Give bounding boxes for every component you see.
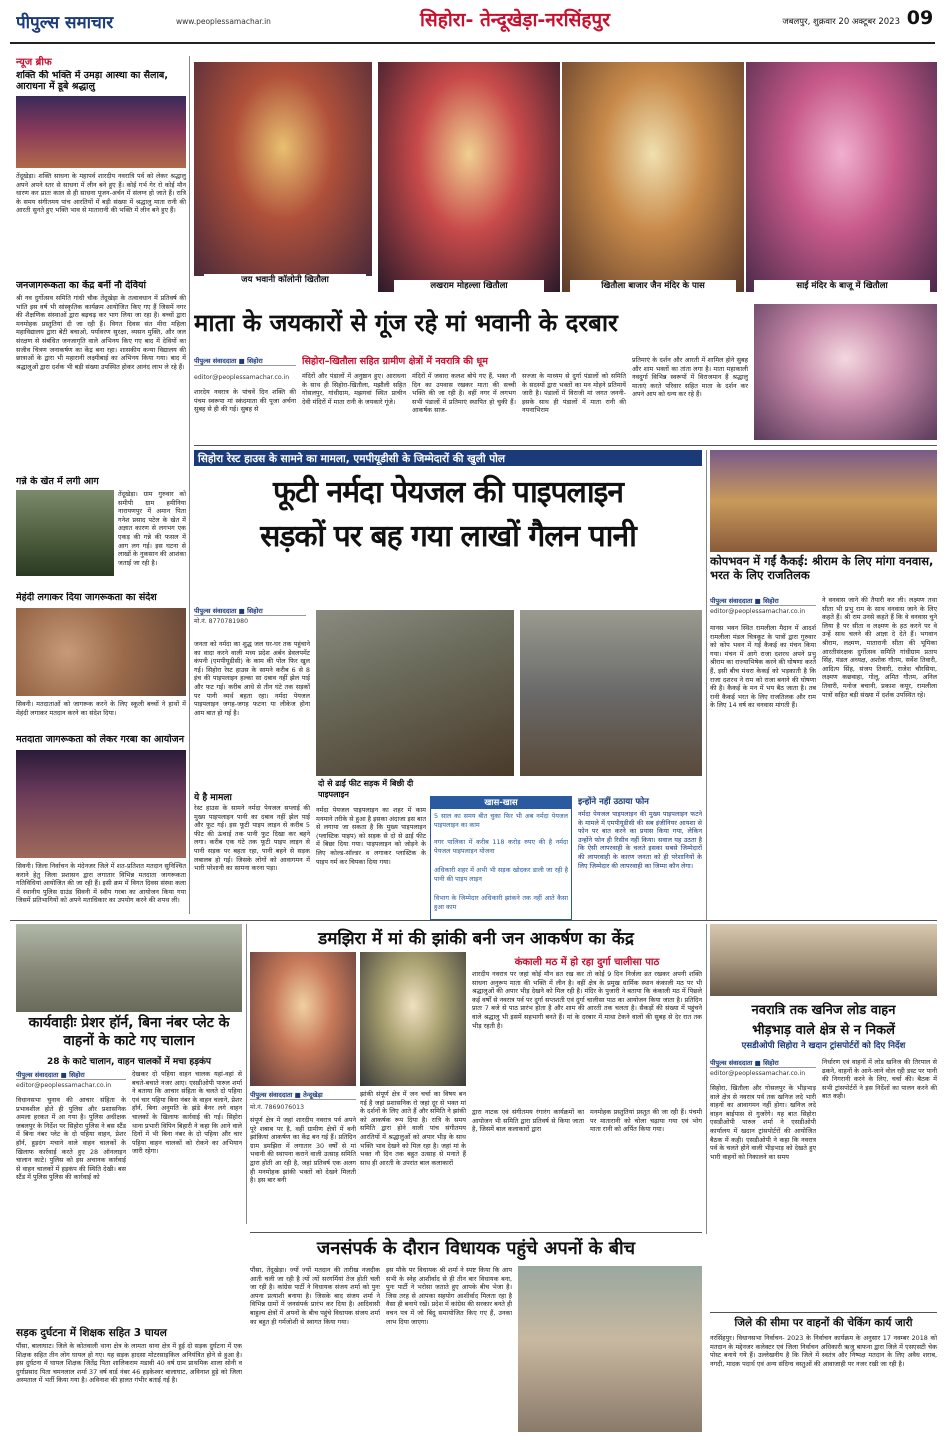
kaikai-col-2: ने वनवास जाने की तैयारी कर ली। लक्ष्मण तथा सीता भी प्रभु राम के साथ वनवास जाने के लिए कहते हैं। श्री राम उनसे कहते हैं कि वे वनवास चुने लिया है पर सीता व लक्ष्मण के हठ करने पर वे उन्हें साथ चलने की आज्ञा दे देते हैं। भगवान श्रीराम, लक्ष्मण, मातारानी सीता की भूमिका आरतीसंरक्षक दुर्गोत्सव समिति गांधीग्राम प्रताप सिंह, मंडल अध्यक्ष, अशोक गौतम, सर्वेश तिवारी, आदित्य सिंह, संजय तिवारी, राजेश चौरसिया, लक्ष्मण कछवाहा, गोलू, अमित गौतम, अनिल तिवारी, मनोज बचानी, प्रकाश कपूर, रामलीला पात्रों सहित बड़ी संख्या में दर्शक उपस्थित रहे।	[822, 596, 937, 699]
kankali-kicker: कंकाली मठ में हो रहा दुर्गा चालीसा पाठ	[514, 957, 660, 968]
story2-byline: पीपुल्स संवाददाता ■ सिहोरा	[194, 606, 306, 616]
challan-col-1: विधानसभा चुनाव की आचार संहिता के प्रभावशील होते ही पुलिस और प्रशासनिक अमला हरकत में आ गया है। पुलिस अधीक्षक जबलपुर के निर्देश पर सिहोरा पुलिस ने बस स्टैंड में बिना नंबर प्लेट के दो पहिया वाहन, प्रेशर हॉर्न, हुड़दंग मचाने वाले वाहन चालकों के खिलाफ कार्रवाई करते हुए 28 ऑनलाइन चालान काटे। पुलिस को इस अचानक कार्रवाई से वाहन चालकों में हड़कंप की स्थिति देखी। बस स्टैंड में पुलिस पुलिस की कार्रवाई को	[16, 1096, 126, 1182]
janasampark-col-1: पौंसा, तेंदूखेड़ा। ज्यों ज्यों मतदान की तारीख नजदीक आती चली जा रही है त्यों त्यों सरगर्मियां तेज होती चली जा रही है। कांग्रेस पार्टी ने विधायक संजय शर्मा को पुनः अपना प्रत्याशी बनाया है। जिसके बाद संजय शर्मा ने विभिन्न ग्रामों में जनसंपर्क प्रारंभ कर दिया है। आदिवासी बाहुल्य क्षेत्रों में अपनों के बीच पहुंचे विधायक संजय शर्मा का बहुत ही गर्मजोशी से स्वागत किया गया।	[250, 1266, 380, 1326]
damjhira-photo-2	[360, 952, 466, 1086]
story-navratri-darbar	[194, 304, 937, 440]
damjhira-divider	[246, 924, 247, 1224]
story1-col-1: शारदेय नवरात्र के पांचवें दिन शक्ति की पंचम स्वरूपा मां स्कंदमाता की पूजा अर्चना सुबह से ही की गई। सुबह से	[194, 388, 296, 414]
kaikai-col-1: मानस भवन स्थित रामलीला मैदान में आदर्श रामलीला मंडल चित्रकूट के पात्रों द्वारा गुरुवार को कोप भवन में गईं कैकई का मंचन किया गया। मंचन में आगे राजा दशरथ अपने प्रभु श्रीराम का राज्याभिषेक करने की घोषणा करते हैं, इसी बीच मंथरा केकई को भड़काती है कि राजा दशरथ ने राम को राजा बनाने की घोषणा की है। कैकई के मन में भय बैठ जाता है। तब रानी कैकई भरत के लिए राजतिलक और राम के लिए 14 वर्ष का वनवास मांगती हैं।	[710, 624, 816, 710]
gallery-photo-4	[746, 62, 937, 292]
story-accident	[16, 1326, 242, 1436]
khas-item: विभाग के जिम्मेदार अधिकारी झांकने तक नहीं आते कैसा हुआ काम	[434, 894, 568, 911]
brief-2-headline: जनजागरूकता का केंद्र बनीं नौ देवियां	[16, 280, 147, 291]
brief-2-text: श्री नव दुर्गोत्सव समिति गांधी चौक तेंदूखेड़ा के तत्वावधान में प्रतिवर्ष की भांति इस वर्ष भी सांस्कृतिक कार्यक्रम आयोजित किए गए हैं जिसमें नगर की शैक्षणिक संस्थाओं द्वारा बढ़चढ़ कर भाग लिया जा रहा है। बच्चों द्वारा मनमोहक प्रस्तुतियां दी जा रही हैं। विगत दिवस संत मीरा महिला महाविद्यालय द्वारा बेटी बचाओ, पर्यावरण सुरक्षा, व्यसन मुक्ति, और जल संरक्षण से संबंधित जनजागृति वाले अभिनय किए गए बाद में देवियों का सजीव चित्रण जनाकर्षण का केंद्र बना रहा। शासकीय कन्या विद्यालय की छात्राओं के द्वारा भी महारानी लक्ष्मीबाई का अभिनय किया गया। बाद में श्रद्धालुओं द्वारा दर्शक भी बड़ी संख्या उपस्थित होकर आनंद लाभ ले रहे हैं।	[16, 294, 186, 371]
brief-3-headline: गन्ने के खेत में लगी आग	[16, 476, 99, 487]
story-checking	[710, 1316, 937, 1436]
brief-4-headline: मेहंदी लगाकर दिया जागरूकता का संदेश	[16, 592, 157, 603]
top-photo-gallery	[194, 62, 937, 300]
challan-subhead: 28 के काटे चालान, वाहन चालकों में मचा हड़कंप	[46, 1057, 212, 1066]
janasampark-rule	[250, 1232, 702, 1233]
story1-subhead: सिहोरा–खितौला सहित ग्रामीण क्षेत्रों में नवरात्रि की धूम	[302, 356, 488, 367]
story1-col-2: मंदिरों और पंडालों में अनुष्ठान हुए। आराधना के साथ ही सिहोरा-खितौला, मझौली सहित गोसलपुर, गांधीग्राम, मझगवां स्थित प्राचीन देवी मंदिरों में माता रानी के जयकारे गूंजे।	[302, 372, 406, 406]
khas-item: अधिकारी शहर में अभी भी सड़क खोदकर डाली जा रही है पानी की पाइप लाइन	[434, 866, 568, 883]
story2-headline-2: सड़कों पर बह गया लाखों गैलन पानी	[260, 519, 636, 554]
khas-khas-title: खास-खास	[431, 797, 571, 809]
checking-text: नरसिंहपुर। विधानसभा निर्वाचन- 2023 के निर्वाचन कार्यक्रम के अनुसार 17 नवम्बर 2018 को मतदान के मद्देनजर कलेक्टर एवं जिला निर्वाचन अधिकारी ऋजु बाफना द्वारा जिले में एसएसटी चेक पोस्ट बनाये गये हैं। उल्लेखनीय है कि जिले में स्वतंत्र और निष्पक्ष मतदान के लिए अवैध शराब, नगदी, मादक पदार्थ एवं अन्य संदिग्ध वस्तुओं की आवाजाही पर नजर रखी जा रही है।	[710, 1334, 937, 1368]
kaikai-photo	[710, 450, 937, 552]
story2-headline-1: फूटी नर्मदा पेयजल की पाइपलाइन	[272, 475, 623, 510]
damjhira-photo-1	[250, 952, 356, 1086]
website-url: www.peoplessamachar.in	[176, 17, 271, 26]
kaikai-email: editor@peoplessamachar.co.in	[710, 608, 806, 615]
kankali-text: शारदीय नवरात्र पर जहां कोई मौन व्रत रख कर तो कोई 9 दिन निर्जला व्रत रखकर अपनी शक्ति साधना अनुरूप माता की भक्ति में लीन है। वहीं क्षेत्र के प्रमुख धार्मिक स्थान कंकाली मठ पर भी श्रद्धालुओं की अपार भीड़ देखने को मिल रही है। मंदिर के पुजारी ने बताया कि कंकाली मठ में पिछले कई वर्षों से नवरात्र पर्व पर दुर्गा सप्तशती एवं दुर्गा चालीसा पाठ का आयोजन किया जाता है। प्रतिदिन प्रातः 7 बजे से पाठ प्रारंभ होता है और शाम की आरती तक चलता है। सैकड़ों की संख्या में पहुंचने वाले श्रद्धालु भी इसमें सहभागी बनते हैं। मां के दरबार में माथा टेकने वालों की सुबह से देर रात तक भीड़ रहती है।	[472, 970, 702, 1030]
khanij-photo	[710, 924, 937, 996]
story2-col-1b: रेस्ट हाउस के सामने नर्मदा पेयजल सप्लाई की मुख्य पाइपलाइन पानी का दबाव नहीं झेल पाई और फूट गई। इस फूटी पाइप लाइन से करीब 5 फीट की ऊंचाई तक पानी फुट दिखा कर बहने लगा। करीब एक घंटे तक फूटी पाइप लाइन से पानी सड़क पर बहता रहा, पानी बहने से सड़क लबालब हो गई। जिसके लोगों को आवागमन में भारी परेशानी का सामना करना पड़ा।	[194, 804, 310, 873]
story2-phone-headline: इन्होंने नहीं उठाया फोन	[578, 797, 649, 807]
damjhira-byline: पीपुल्स संवाददाता ■ तेन्दूखेड़ा	[250, 1090, 356, 1100]
damjhira-col-2: झांकी संपूर्ण क्षेत्र में जन चर्चा का विषय बन गई है जहां प्रशासनिक रो जहां दूर से भक्त मां के दर्शनों के लिए आते हैं और समिति ने झांकी को आकर्षक रूप दिया है। रात्रि के समय समिति द्वारा होने वाली पांच संगीतमय आरतियों में श्रद्धालुओं को अपार भीड़ के साथ भक्ति भाव देखने को मिल रहा है। जहां मां के भक्त नौ दिन तक बहुत उत्साह से मनाते हैं साथ ही आरती के उपरांत बाल कलाकारों	[360, 1090, 466, 1167]
khanij-col-2: निर्धारण एवं वाहनों में लोड खनिज की तिरपाल से ढकने, वाहनों के आने-जाने वोल रही डस्ट पर पानी की निगरानी करने के लिए, चर्चा की। बैठक में सभी ट्रांसपोर्टरों ने इस निर्देशों का पालन करने की बात कही।	[822, 1058, 937, 1101]
janasampark-col-2: इस मौके पर विधायक श्री शर्मा ने स्पष्ट किया कि आप सभी के स्नेह आशीर्वाद से ही तीन बार विधायक बना, पुनः पार्टी ने भरोसा जताते हुए आपके बीच भेजा है। जिस तरह से आपका सहयोग आशीर्वाद मिलता रहा है वैसा ही बनाये रखें। प्रदेश में कांग्रेस की सरकार बनते ही वचन पत्र में जो बिंदु समायोजित किए गए हैं, उनका लाभ दिया जाएगा।	[386, 1266, 512, 1326]
brief-1-text: तेंदूखेड़ा। शक्ति साधना के महापर्व शारदीय नवरात्रि पर्व को लेकर श्रद्धालु अपने अपने स्तर से साधना में लीन बने हुए हैं। कोई गर्भ गेर रो कोई मौन धारण कर प्रातः काल से ही साधना पूजन-अर्चन में संलग्न हो जाते हैं। रात्रि के समय संगीतमय पांच आरतियों में बड़ी संख्या में श्रद्धालु माता रानी की आरती सुनते हुए भक्ति भाव से मातारानी की भक्ति में लीन बने हुए हैं।	[16, 172, 186, 215]
story-challan	[16, 924, 242, 1324]
damjhira-col-3: द्वारा नाटक एवं संगीतमय रंगारंग कार्यक्रमों का आयोजन भी समिति द्वारा प्रतिवर्ष से किया जाता है, जिसमें बाल कलाकारों द्वारा	[472, 1108, 584, 1134]
gallery-caption-1: जय भवानी कॉलोनी खितौला	[204, 274, 366, 288]
story1-rule	[194, 445, 937, 446]
masthead-rule	[10, 42, 935, 44]
janasampark-headline: जनसंपर्क के दौरान विधायक पहुंचे अपनों के बीच	[316, 1238, 636, 1259]
story1-col-4: सज्जा के माध्यम से दुर्गा पंडालों को समिति के सदस्यों द्वारा भक्तों का मन मोहने प्रतिमायें जारी है। पंडालों में विराजी मां जगत जननी- इसके साथ ही पंडालों में माता रानी की नयनाभिराम	[522, 372, 626, 415]
story2-col-2: नर्मदा पेयजल पाइपलाइन का शहर में काम मनमाने तरीके से हुआ है इसका अंदाजा इस बात से लगाया जा सकता है कि मुख्य पाइपलाइन (प्लास्टिक पाइप) को सड़क से दो से ढाई फीट में बिछा दिया गया। पाइपलाइन को जोड़ने के लिए कोल्ड-सॉल्डर व लगाकर प्लास्टिक के पाइप गर्म कर चिपका दिया गया।	[316, 806, 426, 866]
checking-rule	[710, 1312, 937, 1313]
story2-photo-1	[316, 610, 514, 776]
story1-col-5: प्रतिमाएं के दर्शन और आरती में शामिल होने सुबह और शाम भक्तों का तांता लगा है। माता महाकाली नवदुर्गा विभिन्न स्वरूपों में विराजमान हैं श्रद्धालु माताएं करते परिवार सहित माता के दर्शन कर अपने आप को धन्य कर रहे हैं।	[632, 356, 748, 399]
kaikai-byline: पीपुल्स संवाददाता ■ सिहोरा	[710, 596, 816, 606]
story1-headline: माता के जयकारों से गूंज रहे मां भवानी के दरबार	[194, 309, 618, 337]
khanij-headline-2: भीड़भाड़ वाले क्षेत्र से न निकलें	[752, 1023, 895, 1038]
challan-byline: पीपुल्स संवाददाता ■ सिहोरा	[16, 1070, 126, 1080]
khas-item: 5 साल का समय बीत चुका फिर भी अब नर्मदा पेयजल पाइपलाइन का काम	[434, 812, 568, 829]
story-khanij	[710, 924, 937, 1224]
janasampark-photo	[518, 1266, 702, 1432]
right-column-divider	[706, 450, 707, 920]
gallery-caption-2: लखराम मोहल्ला खितौला	[394, 280, 544, 292]
challan-headline: कार्यवाहीः प्रेशर हॉर्न, बिना नंबर प्लेट के वाहनों के काटे गए चालान	[28, 1015, 230, 1049]
story2-phone-text: नर्मदा पेयजल पाइपलाइन की मुख्य पाइपलाइन फटने के मामले में एमपीयूडीसी की सब इंजीनियर आयशा से फोन पर बात करने का प्रयास किया गया, लेकिन उन्होंने फोन ही रिसीव नहीं किया। सवाल यह उठता है कि ऐसी लापरवाही के चलते इसका सबसे जिम्मेदारों की लापरवाही के कारण जनता को ही परेशानियों के लिए जिम्मेदार की लापरवाही का जिम्मा कौन लेगा।	[578, 810, 702, 870]
gallery-photo-2	[378, 62, 560, 292]
story-damjhira	[250, 924, 702, 1230]
dateline: जबलपुर, शुक्रवार 20 अक्टूबर 2023	[782, 17, 900, 27]
challan-email: editor@peoplessamachar.co.in	[16, 1082, 112, 1089]
section-title: सिहोरा- तेन्दूखेड़ा-नरसिंहपुर	[419, 9, 610, 31]
brief-5-headline: मतदाता जागरूकता को लेकर गरबा का आयोजन	[16, 734, 184, 745]
gallery-photo-1	[194, 62, 372, 276]
story-kaikai	[710, 450, 937, 920]
gallery-photo-3	[562, 62, 744, 292]
gallery-caption-4: साईं मंदिर के बाजू में खितौला	[754, 280, 930, 292]
damjhira-headline: डमझिरा में मां की झांकी बनी जन आकर्षण का केंद्र	[318, 929, 634, 949]
brief-3-text: तेंदूखेड़ा। ग्राम गुरुवार को समीपी ग्राम हमीनिया नारायणपुर में अमान पिता गनेश प्रसाद पटेल के खेत में अज्ञात कारण से लगभग एक एकड़ की गन्ने की फसल में आग लग गई। इस घटना से लाखों के नुकसान की आशंका जताई जा रही है।	[118, 490, 186, 567]
mid-rule	[10, 920, 937, 921]
brief-4-text: सिवनी। मतदाताओं को जागरूक करने के लिए स्कूली बच्चों ने हाथों में मेहंदी लगाकर मतदान करने का संदेश दिया।	[16, 700, 186, 717]
left-column-divider	[189, 56, 190, 914]
story2-subhead: ये है मामला	[194, 793, 232, 802]
brief-4-photo	[16, 608, 186, 696]
story1-col-3: मंदिरों में जवारा कलश बोये गए हैं, भक्त नौ दिन का उपवास रखकर माता की सच्ची भक्ति की जा रही है। वहीं नगर में लगभग सभी पंडालों में प्रतिमाएं स्थापित हो चुकी हैं। आकर्षक साज-	[412, 372, 516, 415]
news-brief-column	[16, 48, 186, 1008]
khanij-byline: पीपुल्स संवाददाता ■ सिहोरा	[710, 1058, 816, 1068]
news-brief-label: न्यूज ब्रीफ	[16, 57, 52, 68]
brief-5-photo	[16, 750, 186, 858]
brief-3-photo	[16, 490, 114, 576]
challan-photo	[16, 924, 242, 1012]
brief-1-photo	[16, 96, 186, 168]
khanij-subhead: एसडीओपी सिहोरा ने खदान ट्रांसपोर्टरों को दिए निर्देश	[741, 1041, 906, 1051]
story2-photo-caption: दो से ढाई फीट सड़क में बिछी दी पाइपलाइन	[316, 776, 426, 802]
brief-5-text: सिवनी। जिला निर्वाचन के मंदेनजर जिले में शत-प्रतिशत मतदान सुनिश्चित कराने हेतु जिला प्रशासन द्वारा लगातार विभिन्न मतदाता जागरूकता गतिविधियां आयोजित की जा रही हैं। इसी क्रम में विगत दिवस संस्था कला में स्थानीय पुलिस ग्राउंड सिवनी में स्वीप गरबा का आयोजन किया गया जिसमें प्रतिभागियों को अपने मताधिकार का उपयोग करने की शपथ ली।	[16, 862, 186, 905]
damjhira-col-1: संपूर्ण क्षेत्र में जहां शारदीय नवरात्र पर्व अपने पूरे शबाब पर है, वहीं ग्रामीण क्षेत्रों में बनी झांकियां आकर्षण का केंद्र बन गई हैं। प्रतिदिन ग्राम डमझिरा में लगातार 30 वर्षों से मां भवानी की स्थापना कराने वाली उत्साह समिति द्वारा होती आ रही है, जहां प्रतिवर्ष एक अलग ही मनमोहक झांकी भक्तों को देखने मिलती है। इस बार बनी	[250, 1116, 356, 1185]
gallery-caption-3: खितौला बाजार जैन मंदिर के पास	[570, 280, 736, 292]
newspaper-logo: पीपुल्स समाचार	[16, 13, 114, 33]
damjhira-mobile: मो.नं. 7869076013	[250, 1104, 305, 1111]
story-janasampark	[250, 1236, 702, 1436]
accident-text: पौंसा, बालाघाट। जिले के कोतवाली थाना क्षेत्र के लामता थाना क्षेत्र में हुई दो सड़क दुर्घटना में एक शिक्षक सहित तीन लोग घायल हो गए। यह सड़क हादसा मोटरसाइकिल अनियंत्रित होने से हुआ है। इस दुर्घटना में घायल शिक्षक जितेंद्र पिता शालिकराम मडावी 40 वर्ष ग्राम प्राथमिक शाला सोनी व दुर्गाप्रसाद पिता चमनलाल शर्मा 37 वर्ष वार्ड नंबर 46 हड़केश्वर बालाघाट, अविनाश हुड़े को जिला अस्पताल में भर्ती किया गया है। अविनाश की हालत गंभीर बताई गई है।	[16, 1342, 242, 1385]
damjhira-col-4: मनमोहक प्रस्तुतियां प्रस्तुत की जा रही हैं। पंचमी पर मातारानी को चोला चढ़ाया गया एवं भोग माता रानी को अर्पित किया गया।	[590, 1108, 702, 1134]
story2-col-1: जनता को नर्मदा का शुद्ध जल घर-घर तक पहुंचाने का वादा करने वाली मध्य प्रदेश अर्बन डेवलपमेंट कंपनी (एमपीयूडीसी) के काम की पोल फिर खुल गई। सिहोरा रेस्ट हाउस के सामने करीब 6 से 8 इंच की पाइपलाइन हल्का सा दबाव नहीं झेल पाई और फट गई। करीब आधे से तीन घंटे तक सड़कों पर पानी व्यर्थ बहता रहा। नर्मदा पेयजल पाइपलाइन जगह-जगह फटना या लीकेज होना आम बात हो गई है।	[194, 640, 310, 717]
story1-photo	[754, 304, 937, 440]
story1-email: editor@peoplessamachar.co.in	[194, 374, 290, 381]
khanij-email: editor@peoplessamachar.co.in	[710, 1070, 806, 1077]
checking-headline: जिले की सीमा पर वाहनों की चेकिंग कार्य जारी	[734, 1317, 913, 1329]
challan-col-2: देखकर दो पहिया वाहन चालक यहां-वहां से बचते-बचाते नजर आए। एसडीओपी पारुल शर्मा ने बताया कि आचार संहिता के चलते दो पहिया एवं चार पहिया बिना नंबर के वाहन चलाने, प्रेशर हॉर्न, बिना अनुमति के झंडे बैनर लगे वाहन चालकों के खिलाफ कार्रवाई की गई। सिहोरा थाना प्रभारी विपिन बिहारी ने कहा कि आने वाले दिनों में भी बिना नंबर के दो पहिया और चार पहिया वाहन चालकों को रोकने का अभियान जारी रहेगा।	[132, 1070, 242, 1156]
khanij-headline-1: नवरात्रि तक खनिज लोड वाहन	[751, 1003, 896, 1018]
kaikai-headline: कोपभवन में गईं कैकई: श्रीराम के लिए मांगा वनवास, भरत के लिए राजतिलक	[710, 554, 934, 582]
story1-byline: पीपुल्स संवाददाता ■ सिहोरा	[194, 356, 296, 366]
brief-1-headline: शक्ति की भक्ति में उमड़ा आस्था का सैलाब, आराधना में डूबे श्रद्धालु	[16, 70, 168, 92]
khanij-divider	[706, 924, 707, 1234]
khas-khas-box	[430, 796, 572, 920]
story2-photo-2	[520, 610, 702, 776]
story-pipeline	[194, 450, 702, 920]
accident-headline: सड़क दुर्घटना में शिक्षक सहित 3 घायल	[16, 1327, 167, 1339]
khanij-col-1: सिहोरा, खितौला और गोसलपुर के भीड़भाड़ वाले क्षेत्र से नवरात्र पर्व तक खनिज लदे भारी वाहनों का आवागमन नहीं होगा। खनिज लदे वाहन बाईपास से गुजरेंगे। यह बात सिहोरा एसडीओपी पारुल शर्मा ने एसडीओपी कार्यालय में खदान ट्रांसपोर्टरों की आयोजित बैठक में कही। एसडीओपी ने कहा कि नवरात्र पर्व के चलते होने वाली भीड़भाड़ को देखते हुए भारी वाहनों को निकालने का समय	[710, 1084, 816, 1161]
story2-mobile: मो.नं. 8770781980	[194, 618, 249, 625]
story2-kicker: सिहोरा रेस्ट हाउस के सामने का मामला, एमपीयूडीसी के जिम्मेदारों की खुली पोल	[194, 450, 702, 466]
page-number: 09	[906, 7, 934, 29]
khas-item: नगर पालिका में करीब 118 करोड़ रुपए की है नर्मदा पेयजल पाइपलाइन योजना	[434, 838, 568, 855]
